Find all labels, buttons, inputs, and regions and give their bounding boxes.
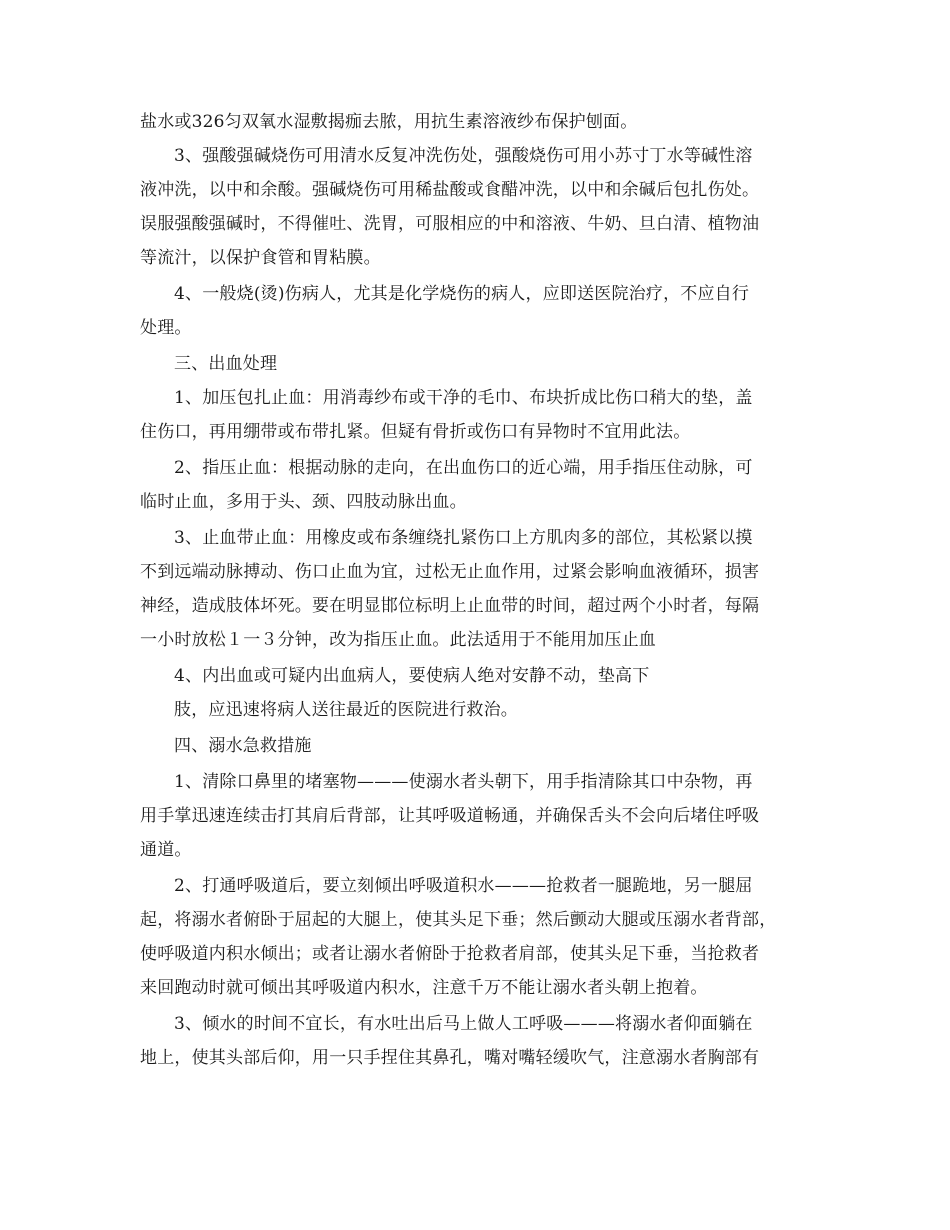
- text-line: 住伤口，再用绷带或布带扎紧。但疑有骨折或伤口有异物时不宜用此法。: [140, 422, 691, 442]
- paragraph-line: 4、一般烧(烫)伤病人，尤其是化学烧伤的病人，应即送医院治疗，不应自行: [174, 284, 750, 304]
- paragraph-line: 2、指压止血：根据动脉的走向，在出血伤口的近心端，用手指压住动脉，可: [174, 458, 753, 478]
- paragraph-line: 4、内出血或可疑内出血病人，要使病人绝对安静不动，垫高下: [174, 666, 650, 686]
- text-line: 通道。: [140, 840, 192, 860]
- paragraph-line: 2、打通呼吸道后，要立刻倾出呼吸道积水———抢救者一腿跪地，另一腿屈: [174, 876, 753, 896]
- text-line: 不到远端动脉搏动、伤口止血为宜，过松无止血作用，过紧会影响血液循环，损害: [140, 562, 760, 582]
- text-line: 来回跑动时就可倾出其呼吸道内积水，注意千万不能让溺水者头朝上抱着。: [140, 978, 708, 998]
- text-line: 一小时放松１一３分钟，改为指压止血。此法适用于不能用加压止血: [140, 630, 656, 650]
- text-line: 临时止血，多用于头、颈、四肢动脉出血。: [140, 492, 467, 512]
- paragraph-line: 3、强酸强碱烧伤可用清水反复冲洗伤处，强酸烧伤可用小苏寸丁水等碱性溶: [174, 146, 753, 166]
- paragraph-line: 1、清除口鼻里的堵塞物———使溺水者头朝下，用手指清除其口中杂物，再: [174, 772, 753, 792]
- paragraph-line: 1、加压包扎止血：用消毒纱布或干净的毛巾、布块折成比伤口稍大的垫，盖: [174, 388, 753, 408]
- text-line: 神经，造成肢体坏死。要在明显邯位标明上止血带的时间，超过两个小时者，每隔: [140, 596, 760, 616]
- text-line: 肢，应迅速将病人送往最近的医院进行救治。: [174, 700, 518, 720]
- text-line: 处理。: [140, 318, 192, 338]
- text-line: 等流汁，以保护食管和胃粘膜。: [140, 248, 381, 268]
- section-heading: 三、出血处理: [174, 354, 278, 374]
- text-line: 盐水或326匀双氧水湿敷揭痂去脓，用抗生素溶液纱布保护刨面。: [140, 112, 638, 132]
- text-line: 地上，使其头部后仰，用一只手捏住其鼻孔，嘴对嘴轻缓吹气，注意溺水者胸部有: [140, 1048, 760, 1068]
- text-line: 误服强酸强碱时，不得催吐、洗胃，可服相应的中和溶液、牛奶、旦白清、植物油: [140, 214, 760, 234]
- text-line: 液冲洗，以中和余酸。强碱烧伤可用稀盐酸或食醋冲洗，以中和余碱后包扎伤处。: [140, 180, 760, 200]
- text-line: 起，将溺水者俯卧于屈起的大腿上，使其头足下垂；然后颤动大腿或压溺水者背部，: [140, 910, 777, 930]
- paragraph-line: 3、倾水的时间不宜长，有水吐出后马上做人工呼吸———将溺水者仰面躺在: [174, 1014, 753, 1034]
- paragraph-line: 3、止血带止血：用橡皮或布条缠绕扎紧伤口上方肌肉多的部位，其松紧以摸: [174, 528, 753, 548]
- text-line: 用手掌迅速连续击打其肩后背部，让其呼吸道畅通，并确保舌头不会向后堵住呼吸: [140, 806, 760, 826]
- text-line: 使呼吸道内积水倾出；或者让溺水者俯卧于抢救者肩部，使其头足下垂，当抢救者: [140, 944, 760, 964]
- section-heading: 四、溺水急救措施: [174, 736, 312, 756]
